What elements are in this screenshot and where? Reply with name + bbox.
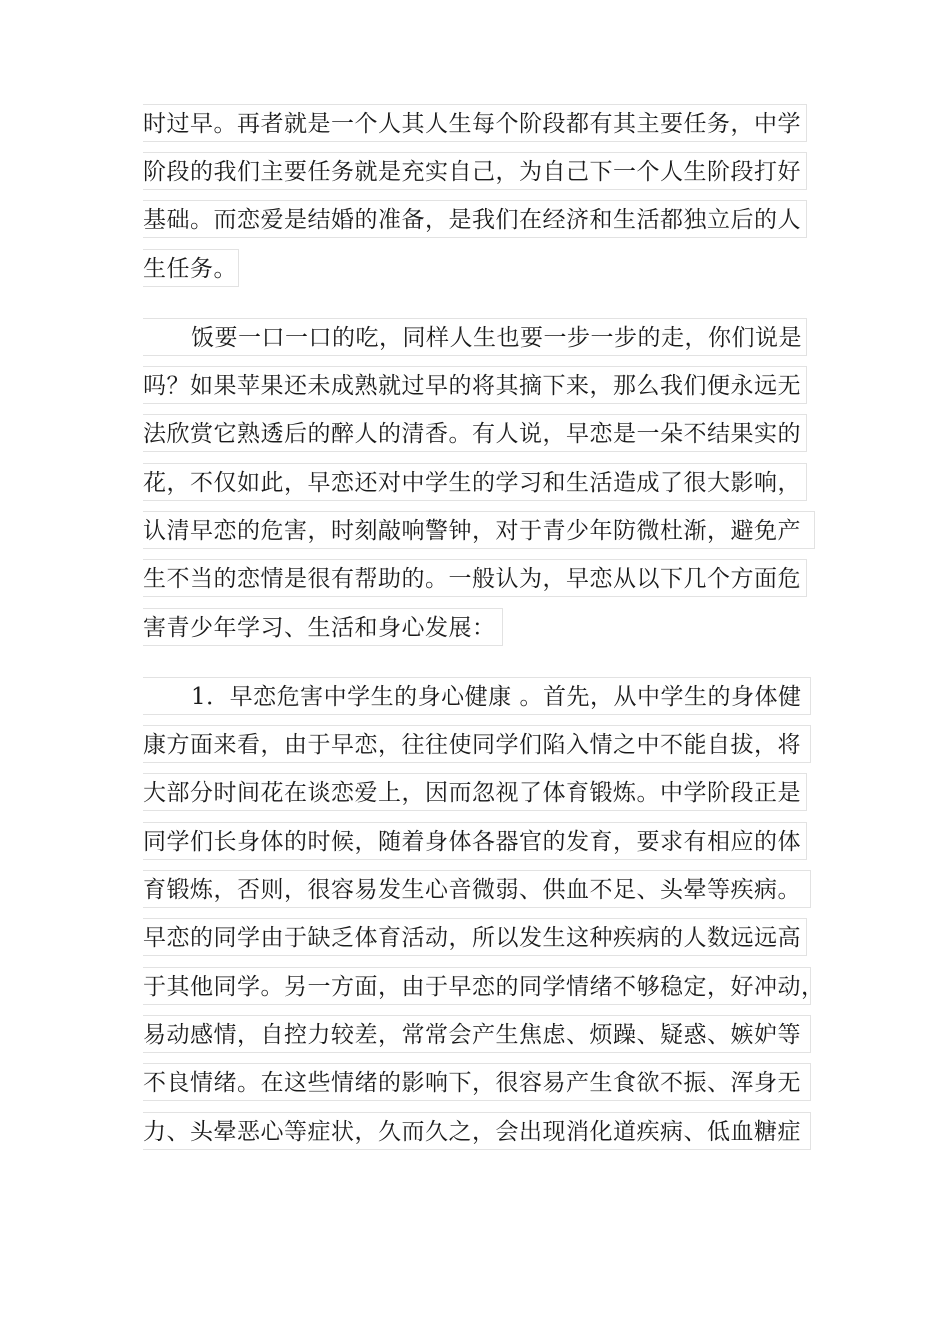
text-line: 大部分时间花在谈恋爱上，因而忽视了体育锻炼。中学阶段正是 <box>143 773 807 811</box>
text-line: 饭要一口一口的吃，同样人生也要一步一步的走，你们说是 <box>143 318 807 356</box>
text-line: 认清早恋的危害，时刻敲响警钟，对于青少年防微杜渐，避免产 <box>143 511 815 549</box>
text-line: 生不当的恋情是很有帮助的。一般认为，早恋从以下几个方面危 <box>143 559 807 597</box>
text-line: 于其他同学。另一方面，由于早恋的同学情绪不够稳定，好冲动， <box>143 967 811 1005</box>
text-line: 力、头晕恶心等症状，久而久之，会出现消化道疾病、低血糖症 <box>143 1112 811 1150</box>
text-line: 1．早恋危害中学生的身心健康 。首先，从中学生的身体健 <box>143 677 811 715</box>
text-line: 育锻炼，否则，很容易发生心音微弱、供血不足、头晕等疾病。 <box>143 870 811 908</box>
text-line: 早恋的同学由于缺乏体育活动，所以发生这种疾病的人数远远高 <box>143 918 807 956</box>
text-line: 基础。而恋爱是结婚的准备，是我们在经济和生活都独立后的人 <box>143 200 807 238</box>
text-line: 康方面来看，由于早恋，往往使同学们陷入情之中不能自拔，将 <box>143 725 811 763</box>
text-line: 同学们长身体的时候，随着身体各器官的发育，要求有相应的体 <box>143 822 807 860</box>
text-line: 生任务。 <box>143 249 239 287</box>
text-line: 易动感情，自控力较差，常常会产生焦虑、烦躁、疑惑、嫉妒等 <box>143 1015 811 1053</box>
text-line: 害青少年学习、生活和身心发展： <box>143 608 503 646</box>
text-line: 时过早。再者就是一个人其人生每个阶段都有其主要任务，中学 <box>143 104 807 142</box>
text-line: 吗？如果苹果还未成熟就过早的将其摘下来，那么我们便永远无 <box>143 366 807 404</box>
text-line: 花，不仅如此，早恋还对中学生的学习和生活造成了很大影响， <box>143 463 807 501</box>
text-line: 法欣赏它熟透后的醉人的清香。有人说，早恋是一朵不结果实的 <box>143 414 807 452</box>
text-line: 阶段的我们主要任务就是充实自己，为自己下一个人生阶段打好 <box>143 152 807 190</box>
text-line: 不良情绪。在这些情绪的影响下，很容易产生食欲不振、浑身无 <box>143 1063 811 1101</box>
